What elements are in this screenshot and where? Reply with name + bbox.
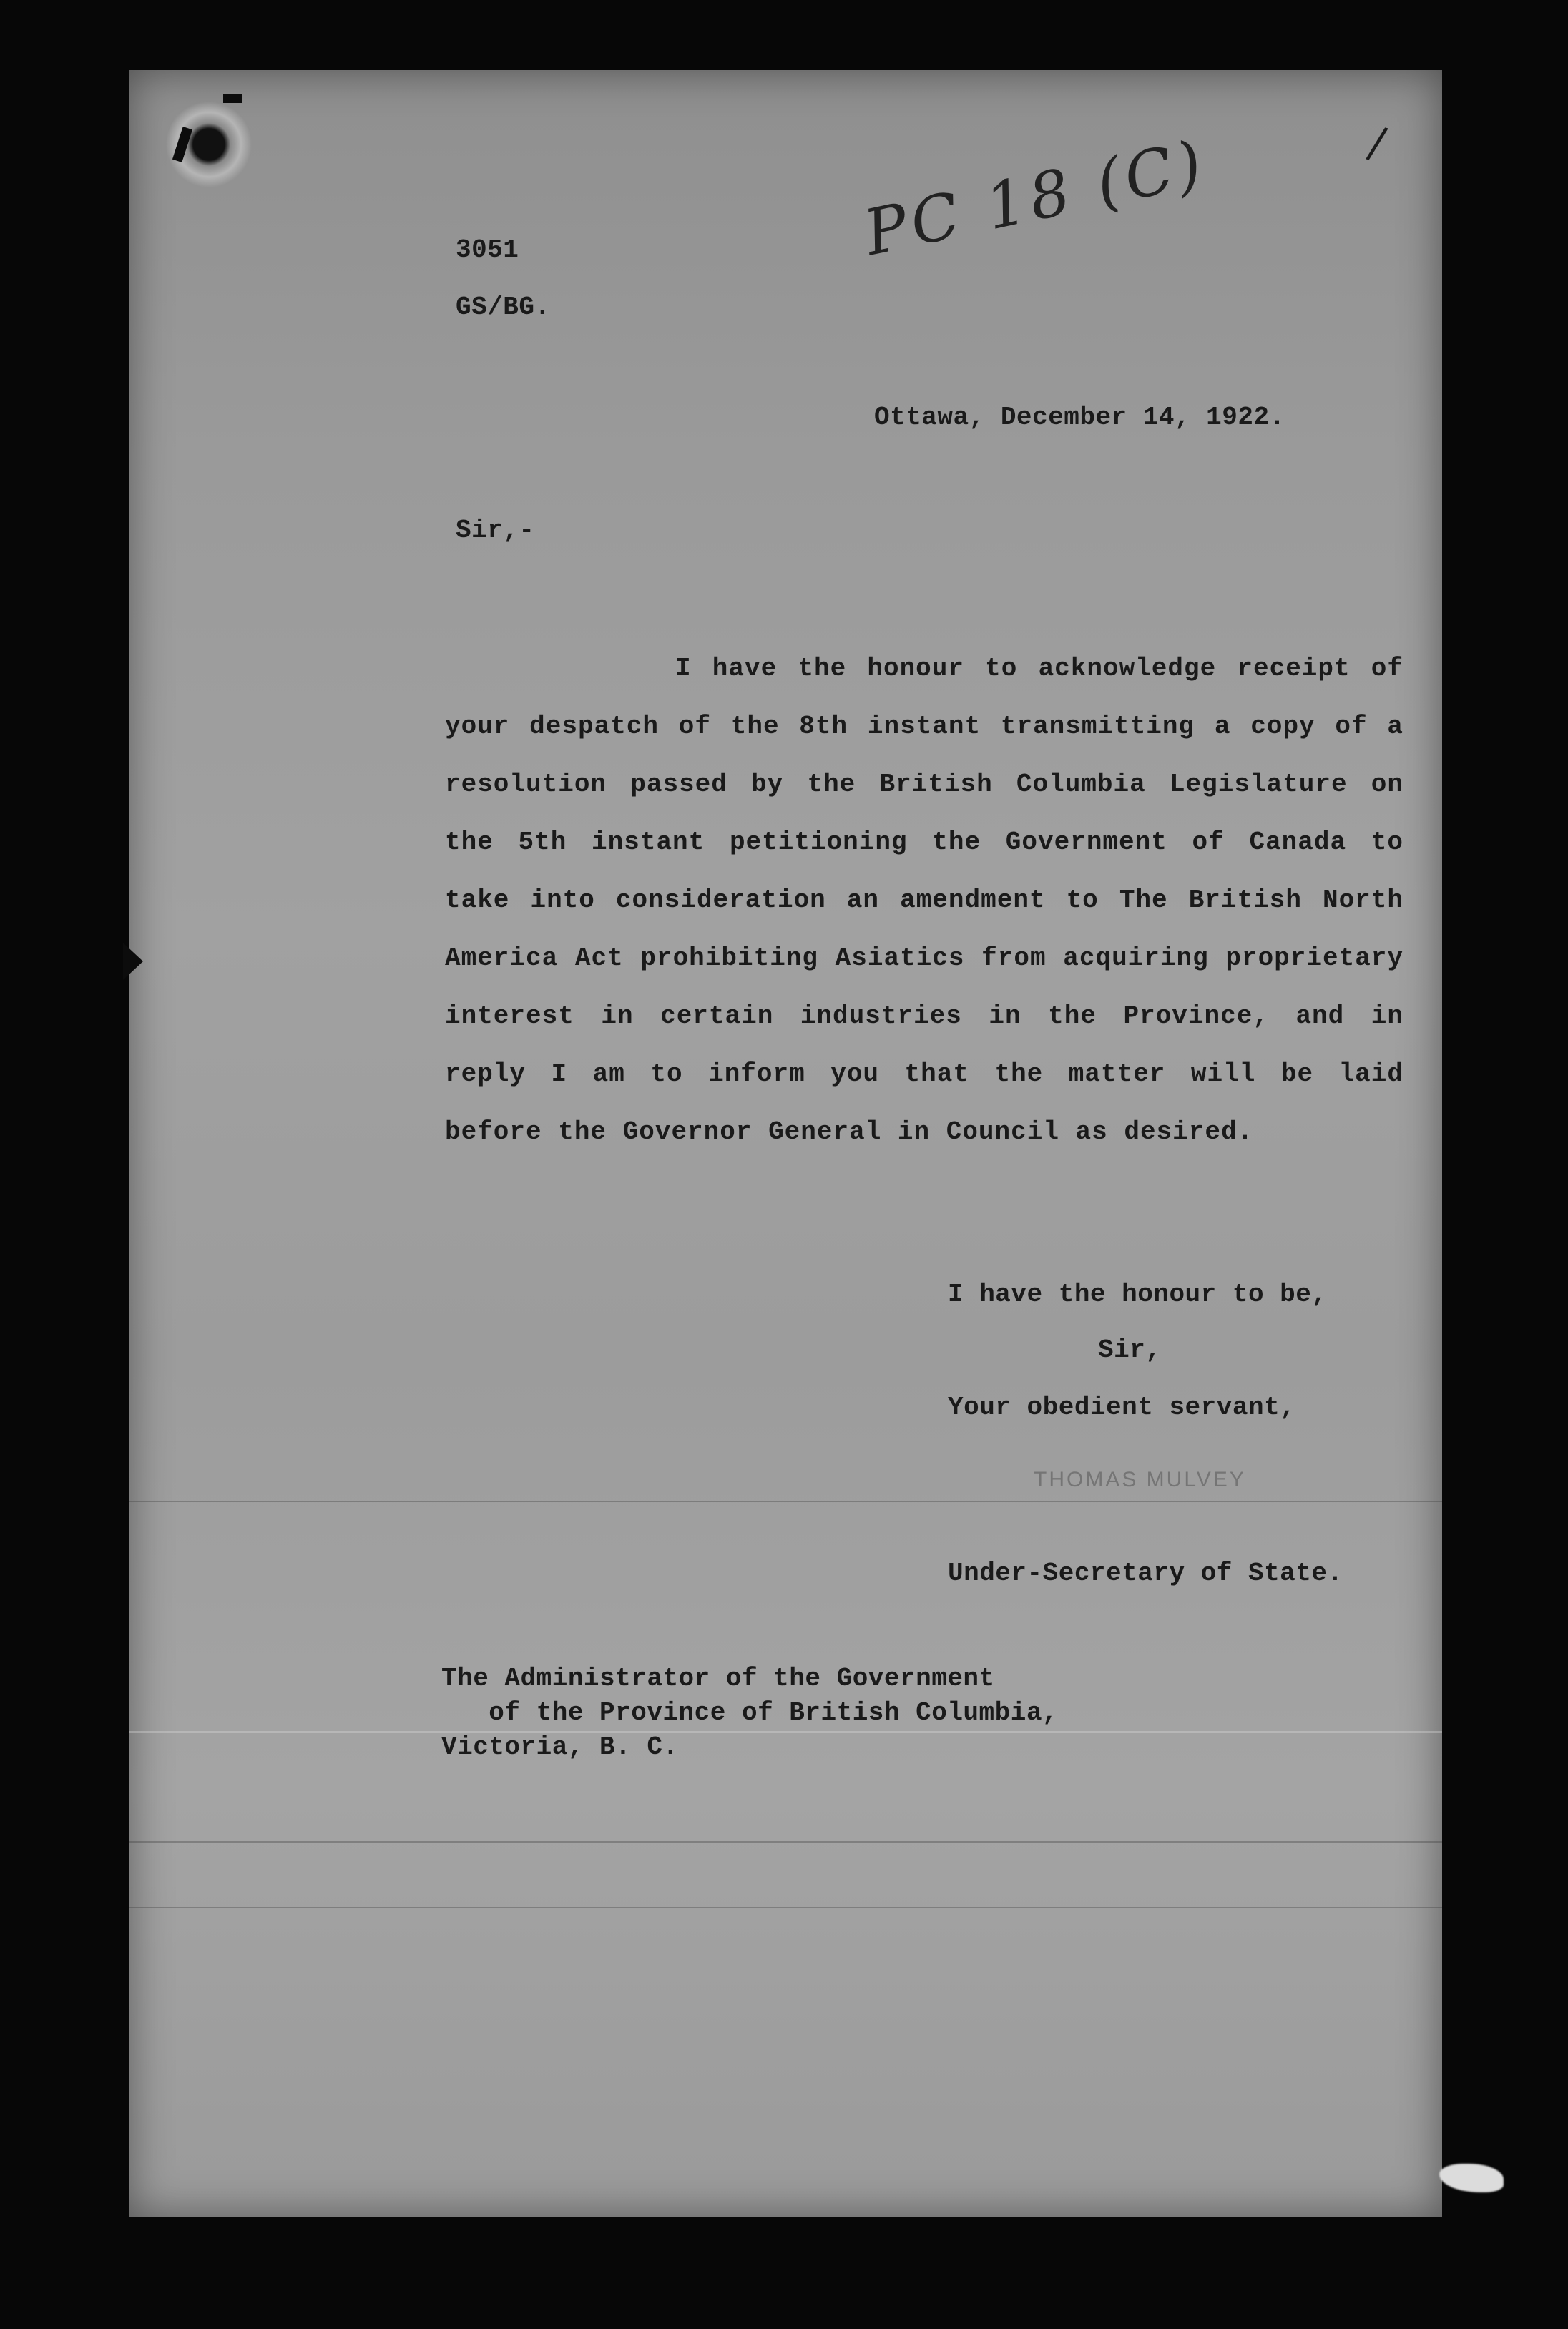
closing-line-3: Your obedient servant, [948, 1393, 1296, 1422]
salutation: Sir,- [456, 516, 535, 545]
addressee-line-3: Victoria, B. C. [441, 1732, 679, 1762]
corner-mark: / [1363, 117, 1391, 170]
file-number: 3051 [456, 235, 519, 265]
faint-signature-stamp: THOMAS MULVEY [1034, 1468, 1246, 1491]
paper-fold-line [129, 1907, 1442, 1908]
signature-title: Under-Secretary of State. [948, 1559, 1343, 1588]
addressee-line-2: of the Province of British Columbia, [441, 1698, 1059, 1727]
handwritten-reference: PC 18 (C) [858, 125, 1212, 270]
paper-fold-line [129, 1501, 1442, 1502]
date-line: Ottawa, December 14, 1922. [874, 403, 1285, 432]
initials: GS/BG. [456, 293, 551, 322]
margin-mark [223, 94, 242, 103]
paper-crease-line [129, 1731, 1442, 1733]
closing-line-1: I have the honour to be, [948, 1280, 1328, 1309]
letter-body: I have the honour to acknowledge receipt of your despatch of the 8th instant transmitting a copy of a resolution passed by the British Columbia Legislature on the 5th instant petitioning the Government of Canada to take into consideration an amendment to The British North America Act prohibiting Asiatics from acquiring proprietary interest in certain industries in the Province, and in reply I am to inform you that the matter will be laid before the Governor General in Council as desired. [445, 654, 1403, 1147]
addressee-line-1: The Administrator of the Government [441, 1664, 995, 1693]
scan-artifact [1439, 2164, 1504, 2192]
closing-line-2: Sir, [1098, 1335, 1162, 1365]
paper-fold-line [129, 1841, 1442, 1843]
